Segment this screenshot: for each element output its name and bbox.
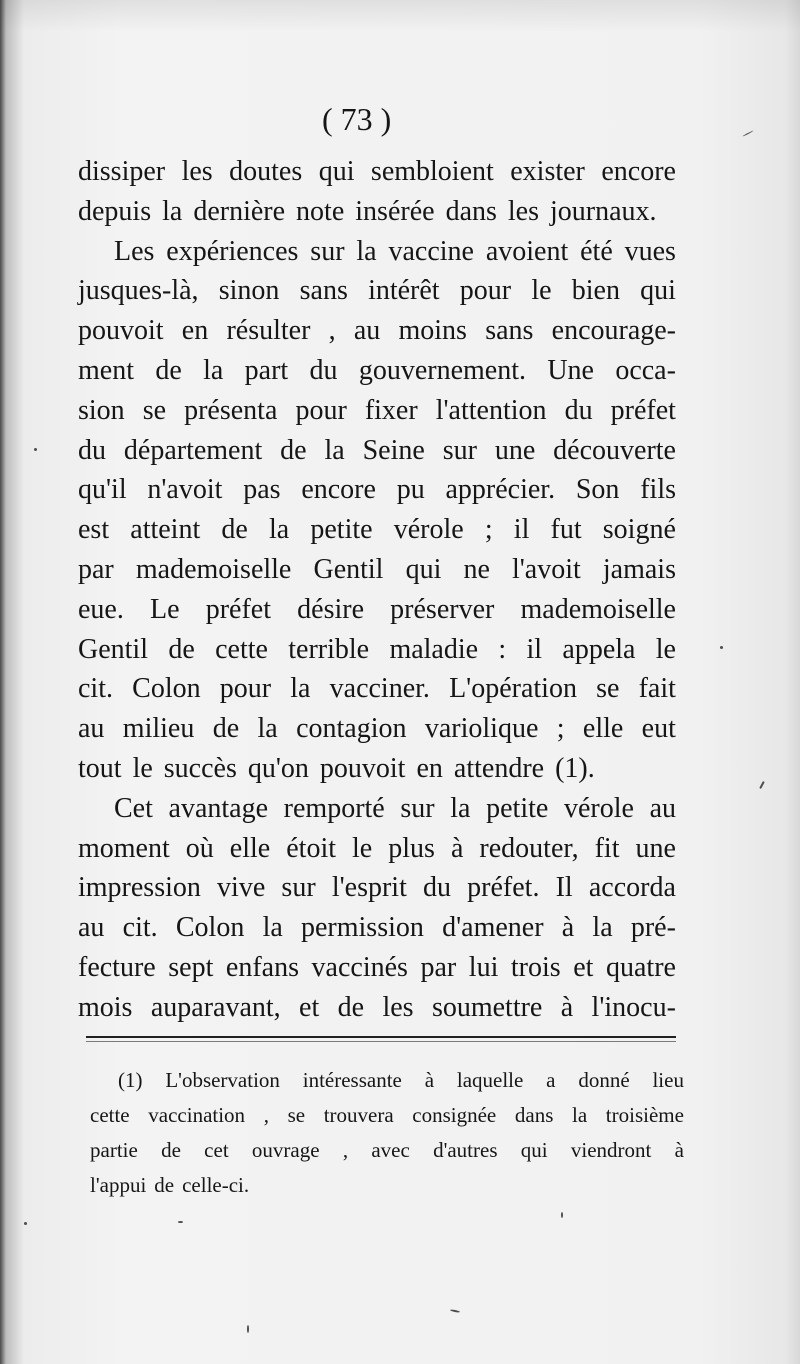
word: cet <box>204 1138 229 1162</box>
word: intérêt <box>368 275 440 307</box>
word: il <box>513 514 530 546</box>
word: résulter <box>226 315 311 347</box>
word: Gentil <box>313 553 384 585</box>
word: variolique <box>424 713 539 745</box>
word: à <box>450 832 464 864</box>
page-number: ( 73 ) <box>322 101 392 137</box>
word: fut <box>550 514 582 546</box>
word: de <box>212 713 240 745</box>
word: par <box>420 951 457 983</box>
word: sembloient <box>370 156 494 187</box>
word: Son <box>575 474 620 506</box>
word: succès <box>163 752 237 784</box>
word: a <box>546 1068 556 1092</box>
paper-speck <box>720 646 723 649</box>
word: sans <box>485 315 534 347</box>
word: département <box>123 434 263 466</box>
word: intéressante <box>302 1068 402 1092</box>
word: l'appui <box>90 1173 147 1197</box>
word: où <box>185 832 214 864</box>
word: à <box>424 1068 435 1092</box>
word: trois <box>510 951 561 983</box>
word: du <box>78 434 106 466</box>
word: exister <box>510 156 585 187</box>
word: contagion <box>296 713 407 745</box>
word: vaccinés <box>311 951 408 983</box>
paper-speck <box>561 1212 563 1218</box>
word: L'opération <box>449 673 577 705</box>
footnote-line <box>90 1168 684 1203</box>
word: lieu <box>652 1068 684 1092</box>
body-line <box>78 271 676 311</box>
word: se <box>596 673 620 705</box>
word: petite <box>486 792 549 824</box>
word: accorda <box>588 872 676 904</box>
word: de <box>168 633 195 665</box>
word: occa- <box>615 354 676 386</box>
word: apprécier. <box>445 474 556 506</box>
word: la <box>324 434 345 466</box>
word: partie <box>90 1138 138 1162</box>
word: sept <box>168 951 214 983</box>
word: de <box>154 1173 175 1197</box>
word: au <box>78 713 105 745</box>
word: se <box>287 1103 306 1127</box>
body-line <box>78 669 676 709</box>
word: du <box>423 872 451 904</box>
word: journaux. <box>550 195 657 227</box>
word: laquelle <box>456 1068 524 1092</box>
word: étoit <box>286 832 336 864</box>
paper-speck <box>247 1325 249 1333</box>
word: la <box>450 792 471 824</box>
word: Colon <box>175 912 245 944</box>
word: avec <box>371 1138 410 1162</box>
word: qui <box>318 156 355 187</box>
word: eut <box>641 713 676 745</box>
footnote-line <box>90 1133 684 1168</box>
word: mois <box>78 991 133 1023</box>
footnote-separator-shadow <box>86 1041 676 1042</box>
word: présenta <box>184 394 278 426</box>
word: qu'il <box>78 474 127 506</box>
word: l'attention <box>435 394 547 426</box>
word: pas <box>243 474 281 506</box>
word: donné <box>578 1068 630 1092</box>
word: la <box>356 235 377 267</box>
paper-speck <box>178 1221 183 1223</box>
word: en <box>416 752 443 784</box>
body-line <box>78 550 676 590</box>
word: qui <box>405 553 442 585</box>
word: par <box>78 553 114 585</box>
word: dernière <box>193 195 286 227</box>
word: mademoiselle <box>135 553 292 585</box>
word: pouvoit <box>78 315 164 347</box>
word: dissiper <box>78 156 166 187</box>
word: celle-ci. <box>182 1173 250 1197</box>
word: (1) <box>118 1068 143 1092</box>
word: quatre <box>606 951 676 983</box>
word: : <box>498 633 507 665</box>
body-line <box>78 789 676 829</box>
word: fils <box>640 474 676 506</box>
word: ; <box>484 514 493 546</box>
body-line <box>78 351 676 391</box>
word: à <box>561 912 575 944</box>
word: fait <box>638 673 676 705</box>
word: permission <box>301 912 424 944</box>
word: de <box>221 514 248 546</box>
word: ne <box>463 553 490 585</box>
word: insérée <box>355 195 435 227</box>
word: , <box>328 315 336 347</box>
word: gouvernement. <box>358 354 526 386</box>
body-line <box>78 391 676 431</box>
word: avoient <box>485 235 569 267</box>
body-line <box>78 590 676 630</box>
word: la <box>572 1103 588 1127</box>
body-line <box>78 749 676 789</box>
word: préfet <box>205 593 271 625</box>
word: soumettre <box>431 991 543 1023</box>
body-line <box>78 510 676 550</box>
word: la <box>269 514 290 546</box>
word: vues <box>624 235 676 267</box>
word: lui <box>468 951 499 983</box>
body-text <box>78 152 676 1028</box>
word: sans <box>299 275 348 307</box>
word: fixer <box>364 394 418 426</box>
body-line <box>78 709 676 749</box>
word: une <box>494 434 536 466</box>
word: d'autres <box>433 1138 498 1162</box>
word: vérole <box>393 514 464 546</box>
word: qui <box>640 275 676 307</box>
word: bien <box>571 275 620 307</box>
word: part <box>244 354 289 386</box>
word: vaccination <box>148 1103 246 1127</box>
word: de <box>337 991 365 1023</box>
word: note <box>296 195 345 227</box>
body-line <box>78 152 676 192</box>
word: désire <box>297 593 365 625</box>
word: fit <box>594 832 620 864</box>
word: tout <box>78 752 122 784</box>
word: l'esprit <box>331 872 407 904</box>
word: préfet <box>610 394 676 426</box>
paper-speck <box>24 1222 27 1225</box>
word: trouvera <box>323 1103 394 1127</box>
word: enfans <box>225 951 299 983</box>
body-line <box>78 232 676 272</box>
word: pré- <box>630 912 676 944</box>
word: (1). <box>555 752 595 784</box>
word: doutes <box>229 156 303 187</box>
word: milieu <box>122 713 195 745</box>
word: qu'on <box>247 752 309 784</box>
word: Les <box>114 235 155 267</box>
word: les <box>181 156 213 187</box>
word: encourage- <box>551 315 676 347</box>
footnote <box>90 1063 684 1203</box>
word: de <box>155 354 182 386</box>
body-line <box>78 868 676 908</box>
word: du <box>564 394 593 426</box>
word: atteint <box>130 514 201 546</box>
word: cit. <box>78 673 113 705</box>
paper-speck <box>742 130 753 137</box>
word: préfet. <box>467 872 540 904</box>
word: , <box>342 1138 349 1162</box>
word: jamais <box>602 553 676 585</box>
word: soigné <box>602 514 676 546</box>
word: est <box>78 514 110 546</box>
word: elle <box>229 832 271 864</box>
page-edge-shadow <box>0 0 800 32</box>
word: Cet <box>114 792 153 824</box>
word: mademoiselle <box>520 593 676 625</box>
word: cette <box>90 1103 130 1127</box>
word: fecture <box>78 951 156 983</box>
word: de <box>280 434 307 466</box>
footnote-separator <box>86 1036 676 1038</box>
body-line <box>78 192 676 232</box>
word: découverte <box>553 434 676 466</box>
word: pour <box>219 673 272 705</box>
word: pouvoit <box>319 752 406 784</box>
word: pour <box>295 394 347 426</box>
word: redouter, <box>479 832 579 864</box>
word: Le <box>150 593 180 625</box>
footnote-line <box>90 1063 684 1098</box>
word: depuis <box>78 195 152 227</box>
word: l'inocu- <box>591 991 676 1023</box>
word: maladie <box>389 633 479 665</box>
word: cit. <box>122 912 158 944</box>
word: avantage <box>168 792 269 824</box>
word: sur <box>310 235 345 267</box>
word: vérole <box>563 792 634 824</box>
paper-speck <box>34 448 37 451</box>
word: et <box>573 951 594 983</box>
word: ouvrage <box>251 1138 320 1162</box>
word: remporté <box>283 792 385 824</box>
word: dans <box>445 195 497 227</box>
word: Il <box>555 872 573 904</box>
footnote-line <box>90 1098 684 1133</box>
word: Une <box>547 354 594 386</box>
word: sur <box>442 434 477 466</box>
body-line <box>78 988 676 1028</box>
word: la <box>262 912 283 944</box>
word: encore <box>301 474 376 506</box>
word: petite <box>310 514 373 546</box>
word: auparavant, <box>150 991 281 1023</box>
word: ment <box>78 354 134 386</box>
word: les <box>382 991 414 1023</box>
word: et <box>299 991 320 1023</box>
word: préserver <box>390 593 495 625</box>
word: impression <box>78 872 201 904</box>
word: elle <box>582 713 624 745</box>
word: expériences <box>166 235 299 267</box>
word: la <box>162 195 183 227</box>
word: consignée <box>412 1103 497 1127</box>
word: Colon <box>132 673 201 705</box>
word: la <box>592 912 613 944</box>
word: L'observation <box>165 1068 280 1092</box>
word: Seine <box>362 434 425 466</box>
word: sur <box>400 792 435 824</box>
word: moment <box>78 832 170 864</box>
word: vacciner. <box>329 673 430 705</box>
word: n'avoit <box>147 474 223 506</box>
word: attendre <box>453 752 545 784</box>
word: le <box>352 832 373 864</box>
word: d'amener <box>442 912 544 944</box>
word: il <box>526 633 543 665</box>
body-line <box>78 630 676 670</box>
word: terrible <box>288 633 370 665</box>
body-line <box>78 470 676 510</box>
word: moins <box>398 315 467 347</box>
word: été <box>580 235 613 267</box>
word: l'avoit <box>511 553 581 585</box>
word: pu <box>396 474 425 506</box>
word: sur <box>281 872 316 904</box>
word: pour <box>459 275 512 307</box>
word: le <box>531 275 552 307</box>
word: eue. <box>78 593 124 625</box>
word: au <box>78 912 105 944</box>
word: sinon <box>218 275 280 307</box>
word: à <box>560 991 574 1023</box>
word: jusques-là, <box>78 275 199 307</box>
word: se <box>142 394 167 426</box>
word: vaccine <box>388 235 474 267</box>
word: plus <box>388 832 435 864</box>
word: au <box>649 792 676 824</box>
paper-speck <box>759 781 765 789</box>
word: troisième <box>605 1103 684 1127</box>
body-line <box>78 948 676 988</box>
word: vive <box>217 872 266 904</box>
word: du <box>309 354 338 386</box>
word: à <box>674 1138 684 1162</box>
word: en <box>181 315 209 347</box>
word: le <box>132 752 153 784</box>
word: appela <box>562 633 636 665</box>
body-line <box>78 431 676 471</box>
body-line <box>78 908 676 948</box>
word: la <box>290 673 311 705</box>
word: au <box>353 315 381 347</box>
word: les <box>507 195 539 227</box>
word: qui <box>520 1138 548 1162</box>
word: la <box>257 713 278 745</box>
word: dans <box>514 1103 554 1127</box>
body-line <box>78 311 676 351</box>
body-line <box>78 829 676 869</box>
word: encore <box>601 156 676 187</box>
word: une <box>635 832 676 864</box>
paper-speck <box>450 1309 460 1313</box>
word: la <box>203 354 224 386</box>
word: de <box>161 1138 181 1162</box>
word: sion <box>78 394 125 426</box>
word: cette <box>215 633 268 665</box>
word: ; <box>556 713 565 745</box>
word: viendront <box>570 1138 652 1162</box>
word: Gentil <box>78 633 148 665</box>
word: le <box>655 633 676 665</box>
word: , <box>263 1103 269 1127</box>
